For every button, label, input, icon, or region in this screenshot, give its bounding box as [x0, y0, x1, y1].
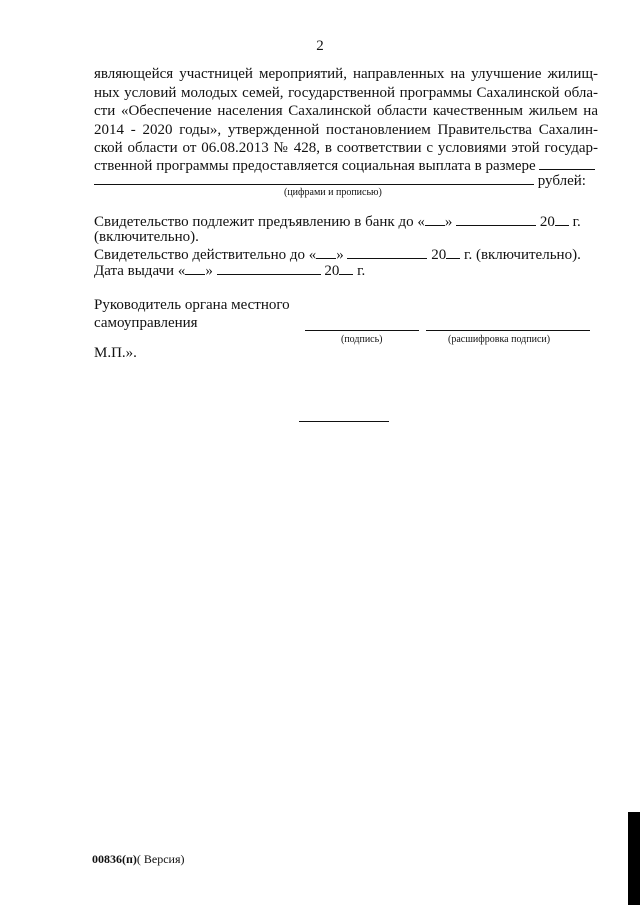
signature-caption: (подпись) — [341, 334, 383, 345]
issue-year-prefix: 20 — [324, 263, 340, 279]
stamp-mark: М.П.». — [94, 345, 137, 361]
signature-decoding-line[interactable] — [426, 330, 590, 331]
amount-blank-start[interactable] — [539, 157, 595, 170]
issue-year-blank[interactable] — [339, 262, 353, 275]
validity-suffix: г. (включительно). — [463, 247, 581, 263]
footer-code-number: 00836(п) — [92, 852, 137, 866]
footer-version: ( Версия) — [136, 852, 185, 866]
paragraph-line-2: ных условий молодых семей, государственной программы Сахалинской обла- — [94, 85, 598, 101]
issue-month-blank[interactable] — [217, 262, 321, 275]
bank-year-blank[interactable] — [555, 213, 569, 226]
paragraph-line-6-text: ственной программы предоставляется социальная выплата в размере — [94, 158, 536, 174]
amount-caption: (цифрами и прописью) — [284, 187, 382, 198]
bank-validity-note: (включительно). — [94, 229, 199, 245]
signature-line[interactable] — [305, 330, 419, 331]
scan-edge-bar — [628, 812, 640, 905]
bank-validity-mid: » — [444, 214, 453, 230]
paragraph-line-1: являющейся участницей мероприятий, направленных на улучшение жилищ- — [94, 66, 598, 82]
validity-year-prefix: 20 — [431, 247, 447, 263]
signatory-title-line-1: Руководитель органа местного — [94, 297, 290, 313]
bank-year-prefix: 20 — [539, 214, 555, 230]
issue-date-mid: » — [205, 263, 213, 279]
signature-decoding-caption: (расшифровка подписи) — [448, 334, 551, 345]
paragraph-line-5: ской области от 06.08.2013 № 428, в соответствии с условиями этой государ- — [94, 140, 598, 156]
validity-day-blank[interactable] — [316, 246, 336, 259]
validity-prefix: Свидетельство действительно до « — [94, 247, 317, 263]
validity-mid: » — [336, 247, 344, 263]
footer-code — [92, 852, 185, 867]
amount-unit: рублей: — [537, 173, 586, 189]
closing-separator — [299, 421, 389, 422]
bank-year-suffix: г. — [572, 214, 581, 230]
bank-validity-prefix: Свидетельство подлежит предъявлению в банк до « — [94, 214, 425, 230]
page-number: 2 — [316, 38, 324, 54]
amount-blank[interactable] — [94, 172, 534, 185]
issue-date-prefix: Дата выдачи « — [94, 263, 186, 279]
validity-year-blank[interactable] — [446, 246, 460, 259]
signatory-title-line-2: самоуправления — [94, 315, 198, 331]
issue-date-suffix: г. — [357, 263, 366, 279]
issue-day-blank[interactable] — [185, 262, 205, 275]
issue-date-line — [94, 262, 598, 280]
paragraph-line-4: 2014 - 2020 годы», утвержденной постановлением Правительства Сахалин- — [94, 122, 598, 138]
paragraph-line-3: сти «Обеспечение населения Сахалинской области качественным жильем на — [94, 103, 598, 119]
validity-month-blank[interactable] — [347, 246, 427, 259]
bank-month-blank[interactable] — [456, 213, 536, 226]
bank-day-blank[interactable] — [425, 213, 445, 226]
